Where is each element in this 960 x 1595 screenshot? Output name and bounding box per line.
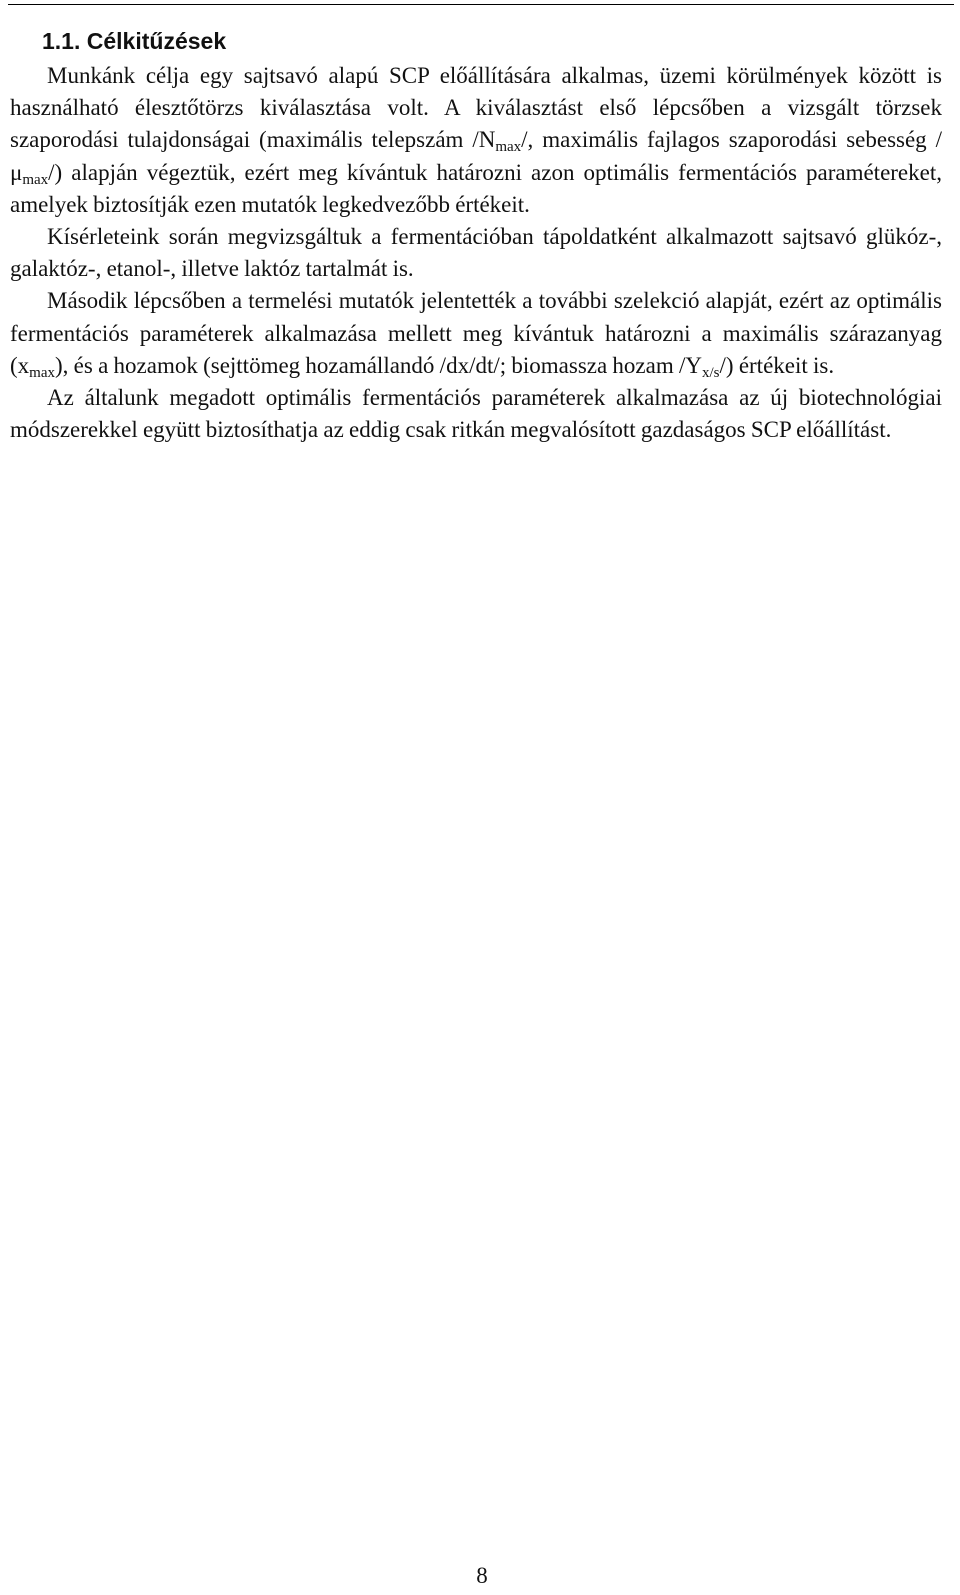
section-number: 1.1. — [42, 28, 81, 54]
paragraph-1 — [10, 60, 942, 221]
paragraph-2 — [10, 221, 942, 285]
paragraph-1-text-a: Munkánk célja egy sajtsavó alapú SCP előállítására alkalmas, üzemi körülmények között is használható élesztőtörzs kiválasztása volt. A kiválasztást első lépcsőben a vizsgált törzsek szaporodási tulajdonságai (maximális telepszám /N — [10, 63, 942, 153]
paragraph-1-text-c: /) alapján végeztük, ezért meg kívántuk határozni azon optimális fermentációs paramétereket, amelyek biztosítják ezen mutatók legkedvezőbb értékeit. — [10, 159, 942, 217]
section-title: Célkitűzések — [86, 28, 227, 54]
paragraph-3 — [10, 285, 942, 382]
subscript-max-mu: max — [22, 171, 49, 188]
paragraph-3-text-a: Második lépcsőben a termelési mutatók jelentették a további szelekció alapját, ezért az optimális fermentációs paraméterek alkalmazása mellett meg kívántuk határozni a maximális szárazanyag (x — [10, 288, 942, 378]
paragraph-2-text: Kísérleteink során megvizsgáltuk a fermentációban tápoldatként alkalmazott sajtsavó glükóz-, galaktóz-, etanol-, illetve laktóz tartalmát is. — [10, 224, 942, 282]
subscript-max-n: max — [495, 139, 522, 156]
paragraph-4-text: Az általunk megadott optimális fermentációs paraméterek alkalmazása az új biotechnológiai módszerekkel együtt biztosíthatja az eddig csak ritkán megvalósított gazdaságos SCP előállítást. — [10, 385, 942, 443]
subscript-x-s: x/s — [702, 364, 720, 381]
paragraph-4 — [10, 382, 942, 446]
page-number: 8 — [476, 1563, 488, 1588]
subscript-max-x: max — [29, 364, 55, 381]
section-heading — [42, 24, 942, 58]
paragraph-1-text-b: /, maximális fajlagos szaporodási sebesség /μ — [10, 127, 942, 185]
paragraph-3-text-b: ), és a hozamok (sejttömeg hozamállandó /dx/dt/; biomassza hozam /Y — [55, 352, 702, 378]
page-content — [10, 24, 942, 446]
header-rule — [8, 4, 954, 5]
paragraph-3-text-c: /) értékeit is. — [719, 352, 835, 378]
